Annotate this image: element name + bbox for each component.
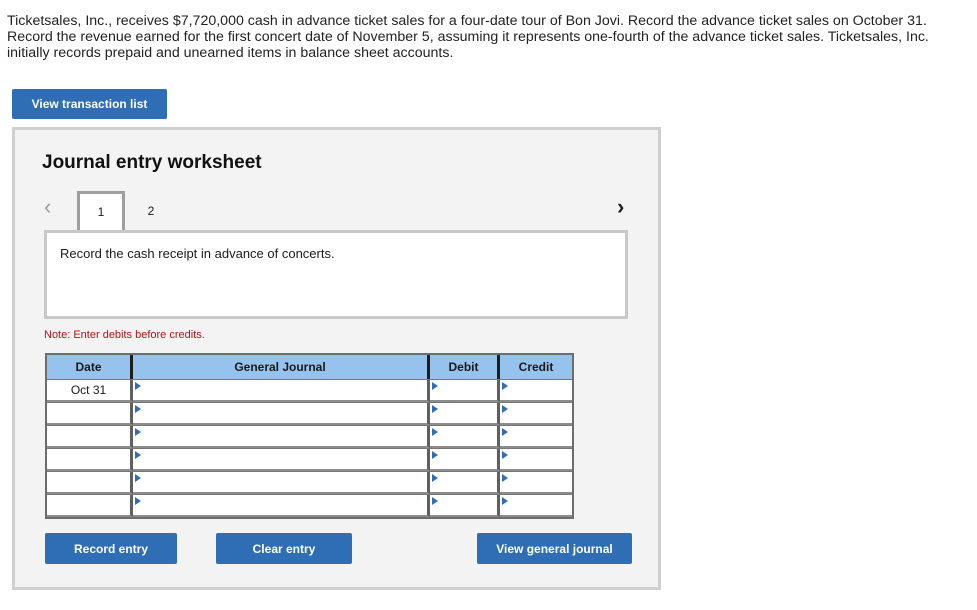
instruction-text: Record the cash receipt in advance of concerts. (60, 246, 335, 261)
note-text: Note: Enter debits before credits. (44, 329, 205, 341)
account-input[interactable] (137, 405, 425, 421)
header-debit: Debit (430, 355, 500, 379)
table-row (47, 379, 572, 402)
debit-input-cell[interactable] (430, 449, 500, 471)
table-row (47, 425, 572, 448)
account-input[interactable] (137, 497, 425, 513)
page-tab-2[interactable]: 2 (147, 203, 155, 218)
instruction-box (44, 230, 628, 319)
debit-input-cell[interactable] (430, 403, 500, 425)
debit-input-cell[interactable] (430, 495, 500, 517)
date-cell[interactable] (47, 403, 133, 425)
debit-input[interactable] (434, 405, 495, 421)
table-row (47, 471, 572, 494)
date-cell[interactable] (47, 426, 133, 448)
view-transaction-list-button[interactable]: View transaction list (12, 89, 167, 119)
credit-input-cell[interactable] (500, 449, 572, 471)
credit-input[interactable] (504, 382, 570, 398)
clear-entry-button[interactable]: Clear entry (216, 533, 352, 564)
table-row (47, 402, 572, 425)
credit-input[interactable] (504, 405, 570, 421)
chevron-left-icon[interactable]: ‹ (44, 194, 52, 219)
credit-input[interactable] (504, 497, 570, 513)
debit-input-cell[interactable] (430, 426, 500, 448)
journal-entry-worksheet (12, 127, 661, 590)
account-input[interactable] (137, 428, 425, 444)
credit-input[interactable] (504, 428, 570, 444)
header-credit: Credit (518, 360, 554, 374)
record-entry-button[interactable]: Record entry (45, 533, 177, 564)
date-cell[interactable] (47, 495, 133, 517)
page-tab-1[interactable]: 1 (77, 191, 125, 230)
journal-rows (47, 379, 572, 517)
account-input[interactable] (137, 474, 425, 490)
journal-table (45, 353, 574, 519)
account-input-cell[interactable] (133, 449, 430, 471)
date-cell[interactable] (47, 449, 133, 471)
header-date: Date (47, 355, 133, 379)
credit-input[interactable] (504, 451, 570, 467)
debit-input-cell[interactable] (430, 472, 500, 494)
journal-table-header (47, 355, 572, 379)
chevron-right-icon[interactable]: › (617, 194, 625, 219)
account-input-cell[interactable] (133, 426, 430, 448)
worksheet-title: Journal entry worksheet (42, 152, 262, 173)
credit-input[interactable] (504, 474, 570, 490)
debit-input-cell[interactable] (430, 380, 500, 402)
date-cell: Oct 31 (47, 380, 133, 402)
account-input[interactable] (137, 451, 425, 467)
credit-input-cell[interactable] (500, 403, 572, 425)
account-input-cell[interactable] (133, 380, 430, 402)
debit-input[interactable] (434, 497, 495, 513)
credit-input-cell[interactable] (500, 472, 572, 494)
debit-input[interactable] (434, 474, 495, 490)
debit-input[interactable] (434, 382, 495, 398)
credit-input-cell[interactable] (500, 495, 572, 517)
account-input[interactable] (137, 382, 425, 398)
table-row (47, 448, 572, 471)
view-general-journal-button[interactable]: View general journal (477, 533, 632, 564)
table-row (47, 494, 572, 517)
credit-input-cell[interactable] (500, 380, 572, 402)
header-general-journal: General Journal (133, 355, 430, 379)
date-cell[interactable] (47, 472, 133, 494)
credit-input-cell[interactable] (500, 426, 572, 448)
account-input-cell[interactable] (133, 495, 430, 517)
account-input-cell[interactable] (133, 472, 430, 494)
debit-input[interactable] (434, 451, 495, 467)
account-input-cell[interactable] (133, 403, 430, 425)
debit-input[interactable] (434, 428, 495, 444)
question-text: Ticketsales, Inc., receives $7,720,000 cash in advance ticket sales for a four-date tour of Bon Jovi. Record the advance ticket sales on October 31. Record the revenue earned for the first concert date of November 5, assuming it represents one-fourth of the advance ticket sales. Ticketsales, Inc. initially records prepaid and unearned items in balance sheet accounts. (7, 13, 929, 61)
